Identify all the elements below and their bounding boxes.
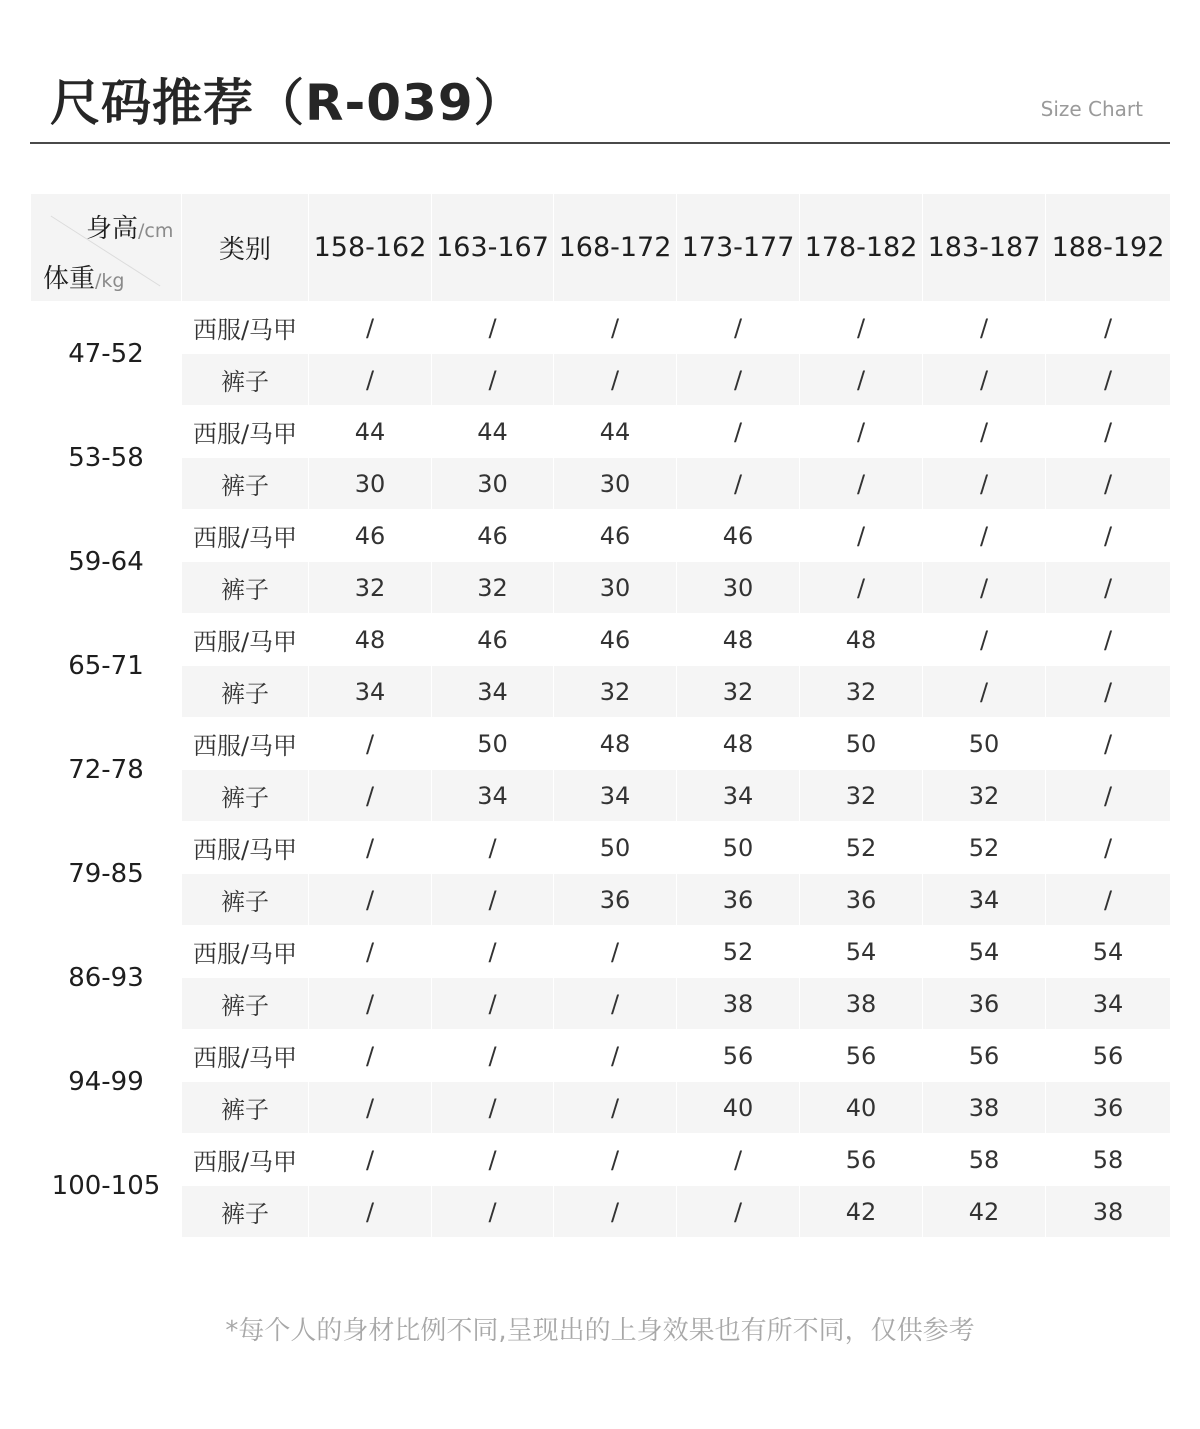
size-value-cell: 36 <box>800 874 923 926</box>
size-value-cell: 48 <box>554 718 677 770</box>
size-value-cell: / <box>677 1186 800 1238</box>
size-value-cell: / <box>432 978 554 1030</box>
size-value-cell: 48 <box>677 614 800 666</box>
size-value-cell: / <box>800 354 923 406</box>
suit-size-row <box>31 614 1171 666</box>
size-value-cell: 38 <box>800 978 923 1030</box>
size-value-cell: 34 <box>432 770 554 822</box>
size-value-cell: 56 <box>677 1030 800 1082</box>
title-divider <box>30 142 1170 144</box>
size-value-cell: 58 <box>1046 1134 1171 1186</box>
pants-size-row <box>31 874 1171 926</box>
weight-range-cell: 59-64 <box>31 510 182 614</box>
size-value-cell: / <box>432 1030 554 1082</box>
size-value-cell: / <box>309 718 432 770</box>
size-value-cell: 32 <box>432 562 554 614</box>
size-value-cell: 50 <box>677 822 800 874</box>
suit-vest-label: 西服/马甲 <box>182 822 309 874</box>
size-value-cell: / <box>923 614 1046 666</box>
size-value-cell: / <box>554 1186 677 1238</box>
size-value-cell: / <box>309 354 432 406</box>
size-value-cell: 34 <box>1046 978 1171 1030</box>
size-value-cell: 46 <box>554 510 677 562</box>
weight-axis-label: 体重/kg <box>43 264 125 294</box>
size-value-cell: / <box>800 562 923 614</box>
size-value-cell: / <box>923 458 1046 510</box>
size-value-cell: / <box>1046 354 1171 406</box>
size-value-cell: / <box>923 354 1046 406</box>
suit-vest-label: 西服/马甲 <box>182 718 309 770</box>
size-value-cell: / <box>1046 874 1171 926</box>
height-header: 183-187 <box>923 194 1046 302</box>
weight-unit: /kg <box>95 270 125 292</box>
pants-label: 裤子 <box>182 978 309 1030</box>
pants-label: 裤子 <box>182 666 309 718</box>
size-value-cell: / <box>554 978 677 1030</box>
size-value-cell: / <box>309 822 432 874</box>
size-value-cell: / <box>677 354 800 406</box>
size-value-cell: 46 <box>309 510 432 562</box>
pants-label: 裤子 <box>182 1186 309 1238</box>
size-value-cell: / <box>923 302 1046 354</box>
pants-label: 裤子 <box>182 770 309 822</box>
size-value-cell: 52 <box>800 822 923 874</box>
size-value-cell: 48 <box>800 614 923 666</box>
pants-label: 裤子 <box>182 1082 309 1134</box>
size-value-cell: 34 <box>432 666 554 718</box>
pants-size-row <box>31 770 1171 822</box>
size-value-cell: 36 <box>1046 1082 1171 1134</box>
size-value-cell: 54 <box>1046 926 1171 978</box>
size-value-cell: / <box>677 1134 800 1186</box>
suit-size-row <box>31 718 1171 770</box>
size-value-cell: 36 <box>554 874 677 926</box>
size-value-cell: / <box>554 926 677 978</box>
weight-range-cell: 53-58 <box>31 406 182 510</box>
pants-label: 裤子 <box>182 562 309 614</box>
size-value-cell: / <box>1046 666 1171 718</box>
size-value-cell: / <box>432 302 554 354</box>
size-value-cell: 46 <box>432 510 554 562</box>
size-value-cell: 56 <box>800 1134 923 1186</box>
weight-range-cell: 79-85 <box>31 822 182 926</box>
size-value-cell: 34 <box>677 770 800 822</box>
corner-header-cell <box>31 194 182 302</box>
size-value-cell: / <box>432 1082 554 1134</box>
size-value-cell: / <box>800 458 923 510</box>
suit-vest-label: 西服/马甲 <box>182 614 309 666</box>
size-value-cell: / <box>432 926 554 978</box>
size-value-cell: 56 <box>923 1030 1046 1082</box>
size-value-cell: 58 <box>923 1134 1046 1186</box>
size-value-cell: / <box>1046 302 1171 354</box>
size-value-cell: 30 <box>432 458 554 510</box>
weight-range-cell: 72-78 <box>31 718 182 822</box>
size-value-cell: 38 <box>1046 1186 1171 1238</box>
size-value-cell: 42 <box>800 1186 923 1238</box>
size-value-cell: 54 <box>923 926 1046 978</box>
size-value-cell: / <box>1046 510 1171 562</box>
height-unit: /cm <box>138 220 174 242</box>
pants-size-row <box>31 1082 1171 1134</box>
page-subtitle: Size Chart <box>1040 97 1143 121</box>
size-value-cell: / <box>1046 770 1171 822</box>
suit-vest-label: 西服/马甲 <box>182 1030 309 1082</box>
size-value-cell: / <box>432 1134 554 1186</box>
size-value-cell: / <box>432 874 554 926</box>
size-value-cell: 34 <box>309 666 432 718</box>
size-value-cell: 32 <box>677 666 800 718</box>
size-value-cell: / <box>923 510 1046 562</box>
size-value-cell: / <box>1046 562 1171 614</box>
size-value-cell: / <box>677 302 800 354</box>
size-value-cell: 54 <box>800 926 923 978</box>
size-value-cell: 30 <box>554 458 677 510</box>
suit-size-row <box>31 1030 1171 1082</box>
size-chart-body <box>31 302 1171 1238</box>
size-value-cell: / <box>1046 406 1171 458</box>
size-value-cell: 32 <box>554 666 677 718</box>
pants-label: 裤子 <box>182 874 309 926</box>
size-value-cell: / <box>1046 822 1171 874</box>
size-value-cell: 30 <box>309 458 432 510</box>
size-value-cell: 30 <box>677 562 800 614</box>
size-value-cell: / <box>309 874 432 926</box>
size-value-cell: / <box>432 1186 554 1238</box>
size-chart-table <box>30 193 1171 1238</box>
suit-size-row <box>31 302 1171 354</box>
size-value-cell: 56 <box>1046 1030 1171 1082</box>
size-value-cell: / <box>432 354 554 406</box>
size-value-cell: / <box>432 822 554 874</box>
header-row <box>31 194 1171 302</box>
size-value-cell: / <box>309 1134 432 1186</box>
size-value-cell: / <box>554 1134 677 1186</box>
size-value-cell: / <box>800 510 923 562</box>
size-value-cell: 32 <box>923 770 1046 822</box>
size-value-cell: 40 <box>800 1082 923 1134</box>
page-title: 尺码推荐（R-039） <box>50 74 525 132</box>
size-value-cell: / <box>1046 458 1171 510</box>
size-value-cell: 34 <box>923 874 1046 926</box>
size-value-cell: 34 <box>554 770 677 822</box>
size-value-cell: / <box>923 406 1046 458</box>
height-header: 173-177 <box>677 194 800 302</box>
size-value-cell: / <box>309 302 432 354</box>
weight-range-cell: 47-52 <box>31 302 182 406</box>
height-axis-label: 身高/cm <box>86 214 174 244</box>
size-value-cell: 48 <box>677 718 800 770</box>
size-value-cell: 52 <box>923 822 1046 874</box>
size-value-cell: / <box>309 926 432 978</box>
size-value-cell: 44 <box>432 406 554 458</box>
size-value-cell: 50 <box>800 718 923 770</box>
size-value-cell: 50 <box>923 718 1046 770</box>
size-value-cell: 42 <box>923 1186 1046 1238</box>
size-value-cell: / <box>554 1082 677 1134</box>
size-value-cell: / <box>554 1030 677 1082</box>
size-value-cell: 36 <box>677 874 800 926</box>
suit-vest-label: 西服/马甲 <box>182 406 309 458</box>
pants-size-row <box>31 1186 1171 1238</box>
pants-size-row <box>31 354 1171 406</box>
suit-size-row <box>31 926 1171 978</box>
size-value-cell: / <box>677 458 800 510</box>
size-value-cell: / <box>677 406 800 458</box>
height-header: 178-182 <box>800 194 923 302</box>
size-value-cell: 44 <box>309 406 432 458</box>
size-value-cell: / <box>309 978 432 1030</box>
height-header: 188-192 <box>1046 194 1171 302</box>
pants-size-row <box>31 666 1171 718</box>
suit-vest-label: 西服/马甲 <box>182 302 309 354</box>
size-value-cell: / <box>800 406 923 458</box>
weight-range-cell: 94-99 <box>31 1030 182 1134</box>
size-value-cell: / <box>923 562 1046 614</box>
height-header: 163-167 <box>432 194 554 302</box>
size-value-cell: / <box>554 302 677 354</box>
size-value-cell: 50 <box>432 718 554 770</box>
height-header: 168-172 <box>554 194 677 302</box>
size-value-cell: / <box>554 354 677 406</box>
disclaimer-note: *每个人的身材比例不同,呈现出的上身效果也有所不同，仅供参考 <box>225 1316 975 1346</box>
suit-size-row <box>31 510 1171 562</box>
size-value-cell: / <box>800 302 923 354</box>
pants-label: 裤子 <box>182 458 309 510</box>
size-value-cell: 32 <box>309 562 432 614</box>
size-value-cell: 30 <box>554 562 677 614</box>
height-header: 158-162 <box>309 194 432 302</box>
pants-size-row <box>31 562 1171 614</box>
size-value-cell: / <box>309 770 432 822</box>
suit-vest-label: 西服/马甲 <box>182 510 309 562</box>
suit-size-row <box>31 1134 1171 1186</box>
size-value-cell: 38 <box>677 978 800 1030</box>
pants-label: 裤子 <box>182 354 309 406</box>
suit-size-row <box>31 822 1171 874</box>
size-value-cell: / <box>309 1082 432 1134</box>
pants-size-row <box>31 458 1171 510</box>
size-value-cell: 46 <box>554 614 677 666</box>
size-value-cell: 48 <box>309 614 432 666</box>
suit-vest-label: 西服/马甲 <box>182 1134 309 1186</box>
category-header: 类别 <box>182 194 309 302</box>
size-value-cell: 36 <box>923 978 1046 1030</box>
pants-size-row <box>31 978 1171 1030</box>
weight-range-cell: 65-71 <box>31 614 182 718</box>
size-value-cell: 52 <box>677 926 800 978</box>
size-value-cell: 50 <box>554 822 677 874</box>
size-value-cell: / <box>1046 718 1171 770</box>
size-value-cell: 32 <box>800 666 923 718</box>
size-value-cell: 44 <box>554 406 677 458</box>
size-value-cell: / <box>1046 614 1171 666</box>
suit-size-row <box>31 406 1171 458</box>
weight-range-cell: 100-105 <box>31 1134 182 1238</box>
size-value-cell: 46 <box>677 510 800 562</box>
size-value-cell: 40 <box>677 1082 800 1134</box>
size-value-cell: 56 <box>800 1030 923 1082</box>
size-value-cell: 38 <box>923 1082 1046 1134</box>
size-value-cell: 32 <box>800 770 923 822</box>
size-value-cell: / <box>923 666 1046 718</box>
size-value-cell: / <box>309 1186 432 1238</box>
weight-range-cell: 86-93 <box>31 926 182 1030</box>
size-value-cell: 46 <box>432 614 554 666</box>
suit-vest-label: 西服/马甲 <box>182 926 309 978</box>
size-value-cell: / <box>309 1030 432 1082</box>
